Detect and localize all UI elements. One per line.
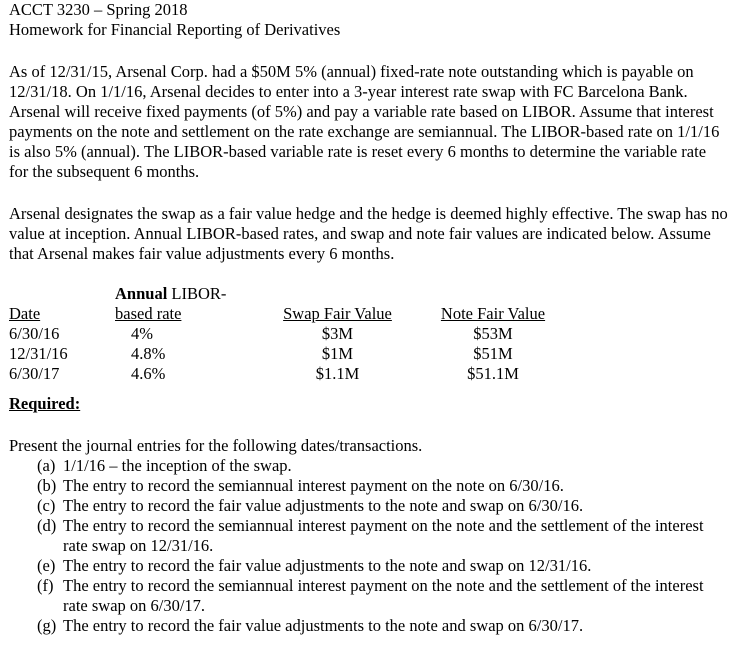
required-heading: Required: xyxy=(9,394,81,413)
note-header: Note Fair Value xyxy=(440,304,546,323)
swap-column xyxy=(275,284,400,384)
course-line: ACCT 3230 – Spring 2018 xyxy=(9,0,188,19)
list-item-text: The entry to record the fair value adjustments to the note and swap on 6/30/17. xyxy=(63,616,584,635)
list-item-text: The entry to record the fair value adjustments to the note and swap on 12/31/16. xyxy=(63,556,592,575)
list-item xyxy=(9,456,729,476)
table-cell-date: 6/30/16 xyxy=(9,324,60,343)
table-cell-swap: $3M xyxy=(321,324,354,343)
table-cell-date: 6/30/17 xyxy=(9,364,60,383)
libor-column xyxy=(115,284,245,384)
list-item-marker: (f) xyxy=(37,576,54,595)
libor-header-bottom: based rate xyxy=(115,304,182,323)
list-item-text: 1/1/16 – the inception of the swap. xyxy=(63,456,292,475)
swap-header: Swap Fair Value xyxy=(283,304,392,323)
list-item xyxy=(9,576,729,616)
table-cell-note: $53M xyxy=(473,324,513,343)
list-item xyxy=(9,496,729,516)
list-item-text: The entry to record the fair value adjustments to the note and swap on 6/30/16. xyxy=(63,496,584,515)
date-column xyxy=(9,284,99,384)
intro-paragraph: As of 12/31/15, Arsenal Corp. had a $50M 5% (annual) fixed-rate note outstanding which is payable on 12/31/18. On 1/1/16, Arsenal decides to enter into a 3-year interest rate swap with FC Barcelona Bank. Arsenal will receive fixed payments (of 5%) and pay a variable rate based on LIBOR. Assume that interest payments on the note and settlement on the rate exchange are semiannual. The LIBOR-based rate on 1/1/16 is also 5% (annual). The LIBOR-based variable rate is reset every 6 months to determine the variable rate for the subsequent 6 months. xyxy=(9,62,720,181)
table-cell-swap: $1M xyxy=(321,344,354,363)
list-item-text: The entry to record the semiannual interest payment on the note and the settlement of the interest rate swap on 6/30/17. xyxy=(63,576,704,615)
list-item-text: The entry to record the semiannual interest payment on the note on 6/30/16. xyxy=(63,476,564,495)
list-item-marker: (b) xyxy=(37,476,57,495)
list-item-marker: (d) xyxy=(37,516,57,535)
table-cell-note: $51.1M xyxy=(467,364,519,383)
list-item-marker: (a) xyxy=(37,456,56,475)
document-page xyxy=(9,0,729,636)
list-item-marker: (c) xyxy=(37,496,56,515)
list-item xyxy=(9,516,729,556)
list-item xyxy=(9,476,729,496)
table-cell-date: 12/31/16 xyxy=(9,344,68,363)
libor-header-annual: Annual xyxy=(115,284,168,303)
table-cell-libor: 4% xyxy=(131,324,153,343)
table-cell-libor: 4.8% xyxy=(131,344,166,363)
rates-table xyxy=(9,284,729,394)
list-item xyxy=(9,556,729,576)
instruction-text: Present the journal entries for the following dates/transactions. xyxy=(9,436,423,455)
date-header: Date xyxy=(9,304,41,323)
table-cell-libor: 4.6% xyxy=(131,364,166,383)
requirements-list xyxy=(9,456,729,636)
list-item-marker: (e) xyxy=(37,556,56,575)
table-cell-note: $51M xyxy=(473,344,513,363)
designation-paragraph: Arsenal designates the swap as a fair value hedge and the hedge is deemed highly effective. The swap has no value at inception. Annual LIBOR-based rates, and swap and note fair values are indicated below. Assume that Arsenal makes fair value adjustments every 6 months. xyxy=(9,204,728,263)
list-item-text: The entry to record the semiannual interest payment on the note and the settlement of the interest rate swap on 12/31/16. xyxy=(63,516,704,555)
list-item-marker: (g) xyxy=(37,616,57,635)
list-item xyxy=(9,616,729,636)
table-cell-swap: $1.1M xyxy=(315,364,360,383)
assignment-title: Homework for Financial Reporting of Derivatives xyxy=(9,20,341,39)
note-column xyxy=(433,284,553,384)
libor-header-top: LIBOR- xyxy=(167,284,227,303)
